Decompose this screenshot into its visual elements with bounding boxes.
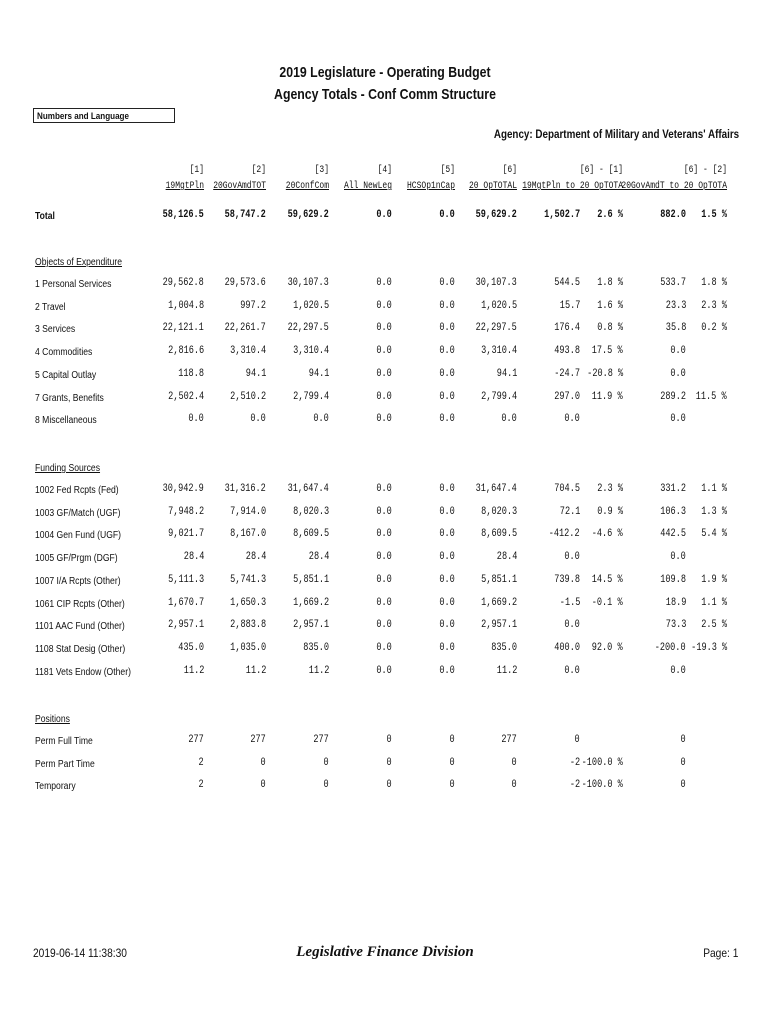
cell-value: 1,650.3 — [229, 597, 266, 609]
column-number: [6] - [2] — [683, 165, 727, 176]
cell-value: 31,316.2 — [224, 483, 266, 495]
cell-value: 435.0 — [178, 642, 204, 654]
column-number: [2] — [251, 165, 266, 176]
change-amount: 72.1 — [559, 506, 580, 518]
cell-value: 94.1 — [245, 368, 266, 380]
row-label: 1005 GF/Prgm (DGF) — [35, 553, 118, 564]
cell-value: 0.0 — [439, 277, 455, 289]
cell-value: 0.0 — [376, 300, 392, 312]
cell-value: 1,669.2 — [292, 597, 329, 609]
cell-value: 1,035.0 — [229, 642, 266, 654]
cell-value: 277 — [250, 734, 266, 746]
cell-value: 118.8 — [178, 368, 204, 380]
cell-value: 30,107.3 — [287, 277, 329, 289]
cell-value: 0 — [386, 757, 392, 769]
row-label: 8 Miscellaneous — [35, 415, 97, 426]
cell-value: 0.0 — [439, 413, 455, 425]
cell-value: 5,741.3 — [229, 574, 266, 586]
change-percent: 1.3 % — [701, 506, 727, 518]
cell-value: 7,948.2 — [167, 506, 204, 518]
change-amount: 1,502.7 — [543, 209, 580, 221]
cell-value: 58,126.5 — [162, 209, 204, 221]
change-amount: 882.0 — [660, 209, 686, 221]
cell-value: 0.0 — [376, 277, 392, 289]
cell-value: 29,573.6 — [224, 277, 266, 289]
change-amount: 0.0 — [564, 665, 580, 677]
cell-value: 2,957.1 — [167, 619, 204, 631]
change-amount: 18.9 — [665, 597, 686, 609]
row-label: 1108 Stat Desig (Other) — [35, 644, 126, 655]
cell-value: 8,020.3 — [480, 506, 517, 518]
change-percent: 1.5 % — [701, 209, 727, 221]
cell-value: 0 — [386, 779, 392, 791]
cell-value: 3,310.4 — [229, 345, 266, 357]
cell-value: 8,020.3 — [292, 506, 329, 518]
cell-value: 11.2 — [308, 665, 329, 677]
cell-value: 0.0 — [439, 209, 455, 221]
cell-value: 8,167.0 — [229, 528, 266, 540]
change-percent: 5.4 % — [701, 528, 727, 540]
change-percent: 2.3 % — [701, 300, 727, 312]
column-header — [166, 163, 204, 195]
change-amount: 442.5 — [660, 528, 686, 540]
cell-value: 11.2 — [183, 665, 204, 677]
cell-value: 7,914.0 — [229, 506, 266, 518]
cell-value: 0.0 — [376, 551, 392, 563]
cell-value: 8,609.5 — [292, 528, 329, 540]
cell-value: 2,957.1 — [292, 619, 329, 631]
cell-value: 0.0 — [439, 642, 455, 654]
row-label: 1003 GF/Match (UGF) — [35, 508, 121, 519]
cell-value: 2,799.4 — [292, 391, 329, 403]
cell-value: 0 — [260, 757, 266, 769]
row-label: Total — [35, 211, 55, 222]
cell-value: 277 — [501, 734, 517, 746]
change-amount: 35.8 — [665, 322, 686, 334]
cell-value: 2 — [198, 779, 204, 791]
column-header — [469, 163, 517, 195]
change-percent: 1.6 % — [597, 300, 623, 312]
change-amount: 15.7 — [559, 300, 580, 312]
cell-value: 2 — [198, 757, 204, 769]
cell-value: 28.4 — [308, 551, 329, 563]
cell-value: 59,629.2 — [287, 209, 329, 221]
change-amount: 533.7 — [660, 277, 686, 289]
change-amount: 0.0 — [670, 665, 686, 677]
cell-value: 0.0 — [313, 413, 329, 425]
division-name: Legislative Finance Division — [296, 944, 474, 960]
column-number: [1] — [189, 165, 204, 176]
cell-value: 94.1 — [496, 368, 517, 380]
cell-value: 835.0 — [491, 642, 517, 654]
cell-value: 0.0 — [439, 597, 455, 609]
column-header — [407, 163, 455, 195]
cell-value: 28.4 — [496, 551, 517, 563]
cell-value: 2,799.4 — [480, 391, 517, 403]
report-title: 2019 Legislature - Operating Budget — [279, 64, 491, 81]
change-amount: -2 — [569, 757, 580, 769]
change-amount: 176.4 — [554, 322, 580, 334]
cell-value: 0.0 — [376, 642, 392, 654]
cell-value: 28.4 — [245, 551, 266, 563]
column-name: 19MgtPln to 20 OpTOTA — [522, 181, 623, 192]
change-amount: 493.8 — [554, 345, 580, 357]
cell-value: 11.2 — [245, 665, 266, 677]
cell-value: 11.2 — [496, 665, 517, 677]
change-amount: 0.0 — [670, 368, 686, 380]
cell-value: 30,107.3 — [475, 277, 517, 289]
cell-value: 0.0 — [439, 345, 455, 357]
change-amount: 289.2 — [660, 391, 686, 403]
change-percent: 0.9 % — [597, 506, 623, 518]
page-number: Page: 1 — [702, 946, 738, 960]
row-label: 3 Services — [35, 324, 76, 335]
cell-value: 5,851.1 — [292, 574, 329, 586]
column-number: [4] — [377, 165, 392, 176]
cell-value: 0 — [323, 757, 329, 769]
change-amount: -2 — [569, 779, 580, 791]
cell-value: 0.0 — [439, 322, 455, 334]
cell-value: 0.0 — [376, 665, 392, 677]
cell-value: 0.0 — [376, 345, 392, 357]
cell-value: 2,883.8 — [229, 619, 266, 631]
cell-value: 2,510.2 — [229, 391, 266, 403]
cell-value: 0 — [386, 734, 392, 746]
row-label: 1004 Gen Fund (UGF) — [35, 530, 122, 541]
cell-value: 31,647.4 — [287, 483, 329, 495]
cell-value: 1,669.2 — [480, 597, 517, 609]
change-percent: -20.8 % — [586, 368, 623, 380]
cell-value: 0.0 — [376, 391, 392, 403]
cell-value: 0.0 — [439, 483, 455, 495]
change-amount: -200.0 — [655, 642, 686, 654]
cell-value: 0.0 — [439, 300, 455, 312]
cell-value: 0.0 — [439, 619, 455, 631]
change-percent: 0.2 % — [701, 322, 727, 334]
cell-value: 22,297.5 — [287, 322, 329, 334]
change-percent: 2.6 % — [597, 209, 623, 221]
change-percent: -0.1 % — [592, 597, 623, 609]
cell-value: 0 — [449, 779, 455, 791]
cell-value: 0.0 — [250, 413, 266, 425]
change-amount: -1.5 — [559, 597, 580, 609]
cell-value: 0.0 — [376, 209, 392, 221]
row-label: 1002 Fed Rcpts (Fed) — [35, 485, 119, 496]
change-percent: -19.3 % — [690, 642, 727, 654]
cell-value: 0.0 — [439, 368, 455, 380]
row-label: Temporary — [35, 781, 76, 792]
column-name: 20GovAmdTOT — [213, 181, 266, 192]
change-percent: 0.8 % — [597, 322, 623, 334]
row-label: 1101 AAC Fund (Other) — [35, 621, 125, 632]
change-percent: 92.0 % — [592, 642, 623, 654]
cell-value: 2,502.4 — [167, 391, 204, 403]
cell-value: 0.0 — [376, 368, 392, 380]
change-amount: 544.5 — [554, 277, 580, 289]
column-name: 19MgtPln — [165, 181, 204, 192]
cell-value: 0.0 — [376, 483, 392, 495]
column-header — [286, 163, 329, 195]
cell-value: 997.2 — [240, 300, 266, 312]
change-percent: 11.5 % — [696, 391, 727, 403]
cell-value: 0.0 — [439, 506, 455, 518]
cell-value: 5,851.1 — [480, 574, 517, 586]
change-percent: 14.5 % — [592, 574, 623, 586]
column-name: 20ConfCom — [285, 181, 329, 192]
row-label: 1181 Vets Endow (Other) — [35, 667, 131, 678]
cell-value: 0 — [323, 779, 329, 791]
cell-value: 58,747.2 — [224, 209, 266, 221]
cell-value: 0 — [449, 734, 455, 746]
change-percent: -4.6 % — [592, 528, 623, 540]
column-number: [5] — [440, 165, 455, 176]
report-timestamp: 2019-06-14 11:38:30 — [33, 946, 127, 960]
section-title: Objects of Expenditure — [35, 257, 123, 268]
cell-value: 22,261.7 — [224, 322, 266, 334]
cell-value: 1,670.7 — [167, 597, 204, 609]
cell-value: 0 — [260, 779, 266, 791]
change-percent: 17.5 % — [592, 345, 623, 357]
section-title: Funding Sources — [35, 463, 101, 474]
change-amount: 0 — [680, 734, 686, 746]
cell-value: 30,942.9 — [162, 483, 204, 495]
cell-value: 1,020.5 — [480, 300, 517, 312]
cell-value: 835.0 — [303, 642, 329, 654]
cell-value: 3,310.4 — [292, 345, 329, 357]
cell-value: 0 — [449, 757, 455, 769]
cell-value: 0.0 — [376, 322, 392, 334]
row-label: 5 Capital Outlay — [35, 370, 97, 381]
change-amount: 0.0 — [564, 551, 580, 563]
change-amount: 0.0 — [670, 345, 686, 357]
cell-value: 22,121.1 — [162, 322, 204, 334]
row-label: 4 Commodities — [35, 347, 93, 358]
change-percent: -100.0 % — [581, 779, 623, 791]
row-label: Perm Full Time — [35, 736, 93, 747]
cell-value: 0.0 — [376, 574, 392, 586]
change-amount: -412.2 — [549, 528, 580, 540]
column-number: [6] - [1] — [579, 165, 623, 176]
cell-value: 0 — [511, 779, 517, 791]
column-name: All NewLeg — [343, 181, 392, 192]
change-amount: 109.8 — [660, 574, 686, 586]
column-name: HCSOp1nCap — [406, 181, 455, 192]
change-amount: 400.0 — [554, 642, 580, 654]
numbers-and-language-box: Numbers and Language — [33, 108, 175, 123]
change-amount: 0.0 — [670, 413, 686, 425]
report-subtitle: Agency Totals - Conf Comm Structure — [274, 86, 496, 103]
cell-value: 0.0 — [376, 528, 392, 540]
column-name: 20 OpTOTAL — [468, 181, 517, 192]
cell-value: 1,020.5 — [292, 300, 329, 312]
cell-value: 0.0 — [376, 597, 392, 609]
change-amount: 0 — [574, 734, 580, 746]
row-label: Perm Part Time — [35, 759, 95, 770]
change-percent: 2.3 % — [597, 483, 623, 495]
cell-value: 0.0 — [439, 574, 455, 586]
change-percent: 2.5 % — [701, 619, 727, 631]
change-amount: 331.2 — [660, 483, 686, 495]
cell-value: 0.0 — [376, 413, 392, 425]
cell-value: 2,816.6 — [167, 345, 204, 357]
cell-value: 59,629.2 — [475, 209, 517, 221]
column-number: [6] — [502, 165, 517, 176]
change-amount: 0 — [680, 779, 686, 791]
change-percent: 1.8 % — [701, 277, 727, 289]
cell-value: 0.0 — [376, 506, 392, 518]
cell-value: 0.0 — [188, 413, 204, 425]
change-amount: 0 — [680, 757, 686, 769]
change-amount: 0.0 — [670, 551, 686, 563]
change-percent: -100.0 % — [581, 757, 623, 769]
cell-value: 29,562.8 — [162, 277, 204, 289]
row-label: 1007 I/A Rcpts (Other) — [35, 576, 121, 587]
cell-value: 5,111.3 — [167, 574, 204, 586]
cell-value: 3,310.4 — [480, 345, 517, 357]
column-name: 20GovAmdT to 20 OpTOTA — [621, 181, 727, 192]
change-amount: 0.0 — [564, 619, 580, 631]
cell-value: 8,609.5 — [480, 528, 517, 540]
row-label: 7 Grants, Benefits — [35, 393, 104, 404]
change-percent: 1.1 % — [701, 483, 727, 495]
change-amount: 23.3 — [665, 300, 686, 312]
column-header — [522, 163, 623, 195]
column-header — [213, 163, 266, 195]
cell-value: 0 — [511, 757, 517, 769]
cell-value: 28.4 — [183, 551, 204, 563]
cell-value: 0.0 — [439, 665, 455, 677]
change-amount: 106.3 — [660, 506, 686, 518]
cell-value: 9,021.7 — [167, 528, 204, 540]
change-amount: 73.3 — [665, 619, 686, 631]
cell-value: 0.0 — [501, 413, 517, 425]
column-header — [621, 163, 727, 195]
change-percent: 1.8 % — [597, 277, 623, 289]
change-percent: 1.1 % — [701, 597, 727, 609]
agency-name: Agency: Department of Military and Veterans' Affairs — [493, 127, 739, 141]
cell-value: 0.0 — [439, 551, 455, 563]
change-amount: 704.5 — [554, 483, 580, 495]
cell-value: 277 — [188, 734, 204, 746]
change-amount: 297.0 — [554, 391, 580, 403]
change-percent: 11.9 % — [592, 391, 623, 403]
row-label: 2 Travel — [35, 302, 66, 313]
cell-value: 0.0 — [439, 391, 455, 403]
cell-value: 94.1 — [308, 368, 329, 380]
cell-value: 1,004.8 — [167, 300, 204, 312]
cell-value: 31,647.4 — [475, 483, 517, 495]
cell-value: 277 — [313, 734, 329, 746]
row-label: 1 Personal Services — [35, 279, 112, 290]
change-amount: 0.0 — [564, 413, 580, 425]
row-label: 1061 CIP Rcpts (Other) — [35, 599, 125, 610]
cell-value: 22,297.5 — [475, 322, 517, 334]
section-title: Positions — [35, 714, 70, 725]
column-header — [344, 163, 392, 195]
cell-value: 0.0 — [439, 528, 455, 540]
change-percent: 1.9 % — [701, 574, 727, 586]
change-amount: 739.8 — [554, 574, 580, 586]
cell-value: 2,957.1 — [480, 619, 517, 631]
change-amount: -24.7 — [554, 368, 580, 380]
cell-value: 0.0 — [376, 619, 392, 631]
column-number: [3] — [314, 165, 329, 176]
